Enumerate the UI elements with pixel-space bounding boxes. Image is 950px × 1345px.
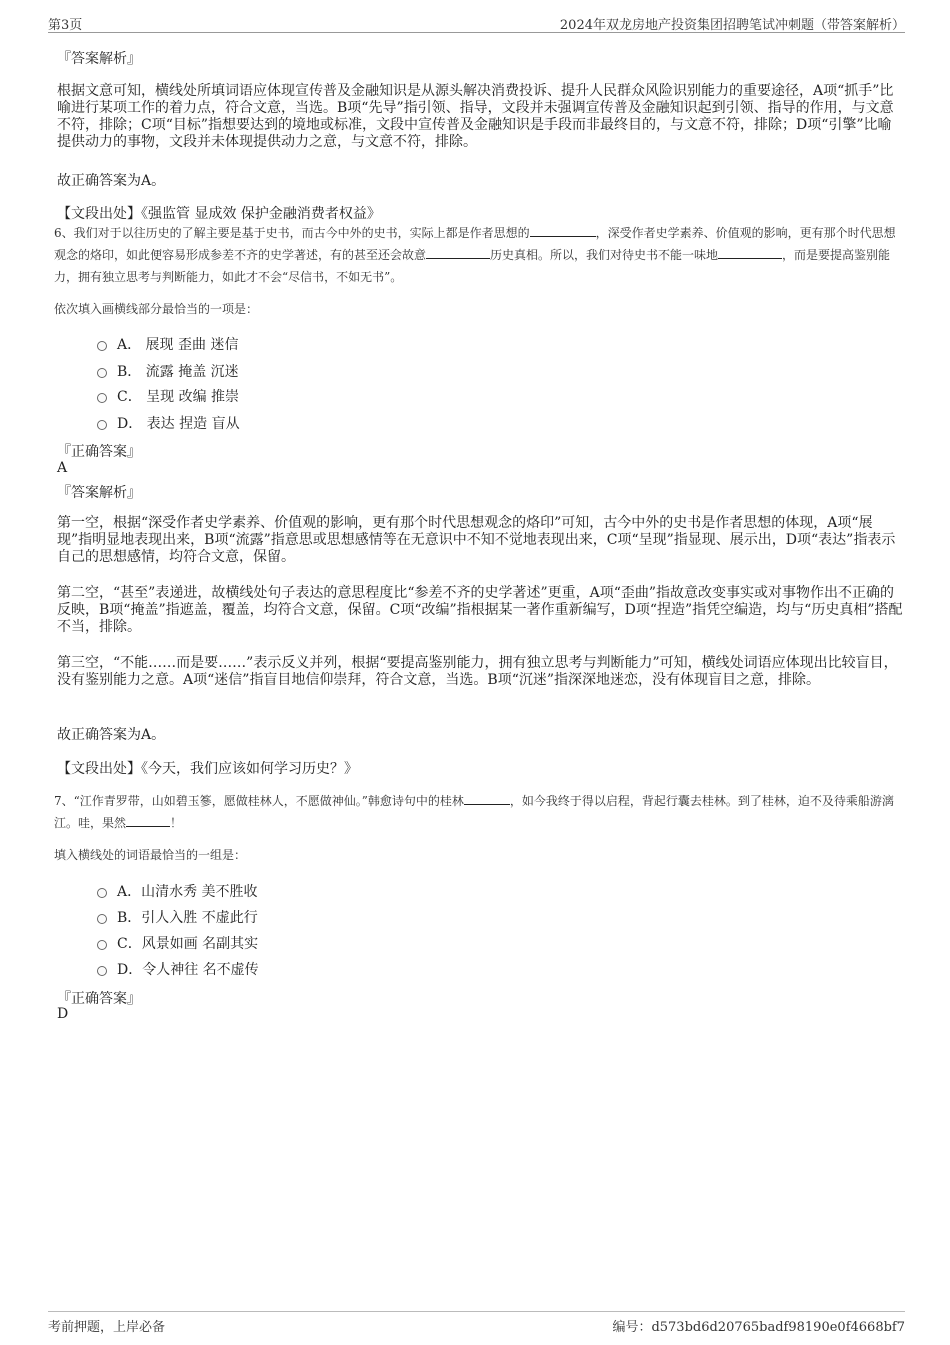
q7-blank-2 bbox=[126, 814, 170, 827]
q6-option-b[interactable] bbox=[97, 361, 239, 381]
q7-option-a[interactable] bbox=[97, 881, 258, 901]
radio-icon[interactable] bbox=[97, 888, 107, 898]
page-number: 第3页 bbox=[48, 18, 83, 33]
q7-stem bbox=[54, 790, 905, 834]
radio-icon[interactable] bbox=[97, 966, 107, 976]
page-footer bbox=[48, 1311, 905, 1336]
q7-option-b[interactable] bbox=[97, 907, 258, 927]
q6-source: 【文段出处】《今天，我们应该如何学习历史？》 bbox=[57, 761, 358, 777]
q7-option-b-label: B．引人入胜 不虚此行 bbox=[117, 910, 258, 926]
q5-source: 【文段出处】《强监管 显成效 保护金融消费者权益》 bbox=[57, 206, 381, 222]
q6-option-d-label: D． 表达 捏造 盲从 bbox=[117, 416, 240, 432]
q6-prompt: 依次填入画横线部分最恰当的一项是： bbox=[54, 302, 259, 316]
q6-blank-3 bbox=[718, 246, 782, 259]
q6-option-c-label: C． 呈现 改编 推崇 bbox=[117, 389, 240, 405]
page-header bbox=[48, 12, 905, 33]
q7-option-c[interactable] bbox=[97, 933, 258, 953]
q7-blank-1 bbox=[464, 792, 510, 805]
q7-stem-part-1: 7、“江作青罗带，山如碧玉篸，愿做桂林人，不愿做神仙。”韩愈诗句中的桂林 bbox=[54, 794, 464, 808]
q7-answer: D bbox=[57, 1006, 69, 1022]
q7-stem-part-2: ，如今我终于得以启程，背起行囊去桂林。到了桂林，迫不及待乘船游漓江。哇，果然 bbox=[54, 794, 894, 830]
q6-answer: A bbox=[57, 460, 68, 476]
q5-analysis-paragraph: 根据文意可知，横线处所填词语应体现宣传普及金融知识是从源头解决消费投诉、提升人民群众风险识别能力的重要途径，A项“抓手”比喻进行某项工作的着力点，符合文意，当选。B项“先导”指引领、指导，文段并未强调宣传普及金融知识起到引领、指导的作用，与文意不符，排除；C项“目标”指想要达到的境地或标准，文段中宣传普及金融知识是手段而非最终目的，与文意不符，排除；D项“引擎”比喻提供动力的事物，文段并未体现提供动力之意，与文意不符，排除。 bbox=[57, 83, 894, 150]
q5-conclusion: 故正确答案为A。 bbox=[57, 173, 166, 189]
q6-analysis-heading: 『答案解析』 bbox=[57, 485, 141, 501]
q7-answer-heading: 『正确答案』 bbox=[57, 991, 141, 1007]
q6-conclusion: 故正确答案为A。 bbox=[57, 727, 166, 743]
q6-stem-part-4: ，而是要提高鉴别能力，拥有独立思考与判断能力，如此才不会“尽信书，不如无书”。 bbox=[54, 248, 891, 284]
q6-analysis-paragraph-1: 第一空，根据“深受作者史学素养、价值观的影响，更有那个时代思想观念的烙印”可知，古今中外的史书是作者思想的体现，A项“展现”指明显地表现出来，B项“流露”指意思或思想感情等在无意识中不知不觉地表现出来，C项“呈现”指显现、展示出，D项“表达”指表示自己的思想感情，均符合文意，保留。 bbox=[57, 515, 896, 565]
q7-option-c-label: C．风景如画 名副其实 bbox=[117, 936, 259, 952]
q6-stem-part-3: 历史真相。所以，我们对待史书不能一味地 bbox=[490, 248, 719, 262]
q6-answer-heading: 『正确答案』 bbox=[57, 444, 141, 460]
q6-option-a-label: A． 展现 歪曲 迷信 bbox=[117, 337, 239, 353]
q6-stem-part-1: 6、我们对于以往历史的了解主要是基于史书，而古今中外的史书，实际上都是作者思想的 bbox=[54, 226, 530, 240]
q6-blank-1 bbox=[530, 224, 596, 237]
q6-analysis-paragraph-2: 第二空，“甚至”表递进，故横线处句子表达的意思程度比“参差不齐的史学著述”更重，A项“歪曲”指故意改变事实或对事物作出不正确的反映，B项“掩盖”指遮盖，覆盖，均符合文意，保留。C项“改编”指根据某一著作重新编写，D项“捏造”指凭空编造，均与“历史真相”搭配不当，排除。 bbox=[57, 585, 903, 635]
q6-option-b-label: B． 流露 掩盖 沉迷 bbox=[117, 364, 239, 380]
q7-option-d-label: D．令人神往 名不虚传 bbox=[117, 962, 259, 978]
q6-analysis-paragraph-3: 第三空，“不能……而是要……”表示反义并列，根据“要提高鉴别能力，拥有独立思考与判断能力”可知，横线处词语应体现出比较盲目，没有鉴别能力之意。A项“迷信”指盲目地信仰崇拜，符合文意，当选。B项“沉迷”指深深地迷恋，没有体现盲目之意，排除。 bbox=[57, 655, 898, 688]
footer-slogan: 考前押题，上岸必备 bbox=[48, 1320, 166, 1335]
q6-blank-2 bbox=[426, 246, 490, 259]
radio-icon[interactable] bbox=[97, 368, 107, 378]
document-title: 2024年双龙房地产投资集团招聘笔试冲刺题（带答案解析） bbox=[559, 18, 905, 33]
q6-option-c[interactable] bbox=[97, 386, 239, 406]
radio-icon[interactable] bbox=[97, 914, 107, 924]
q6-option-a[interactable] bbox=[97, 334, 238, 354]
q7-option-d[interactable] bbox=[97, 959, 259, 979]
q6-stem-part-2: ，深受作者史学素养、价值观的影响，更有那个时代思想观念的烙印，如此便容易形成参差不齐的史学著述，有的甚至还会故意 bbox=[54, 226, 896, 262]
q5-analysis-heading: 『答案解析』 bbox=[57, 51, 141, 67]
footer-serial: 编号：d573bd6d20765badf98190e0f4668bf7 bbox=[612, 1320, 905, 1335]
q7-prompt: 填入横线处的词语最恰当的一组是： bbox=[54, 848, 247, 862]
q6-stem bbox=[54, 222, 905, 288]
radio-icon[interactable] bbox=[97, 940, 107, 950]
q7-stem-part-3: ！ bbox=[170, 816, 183, 830]
radio-icon[interactable] bbox=[97, 420, 107, 430]
radio-icon[interactable] bbox=[97, 341, 107, 351]
q6-option-d[interactable] bbox=[97, 413, 240, 433]
q7-option-a-label: A．山清水秀 美不胜收 bbox=[117, 884, 258, 900]
radio-icon[interactable] bbox=[97, 393, 107, 403]
